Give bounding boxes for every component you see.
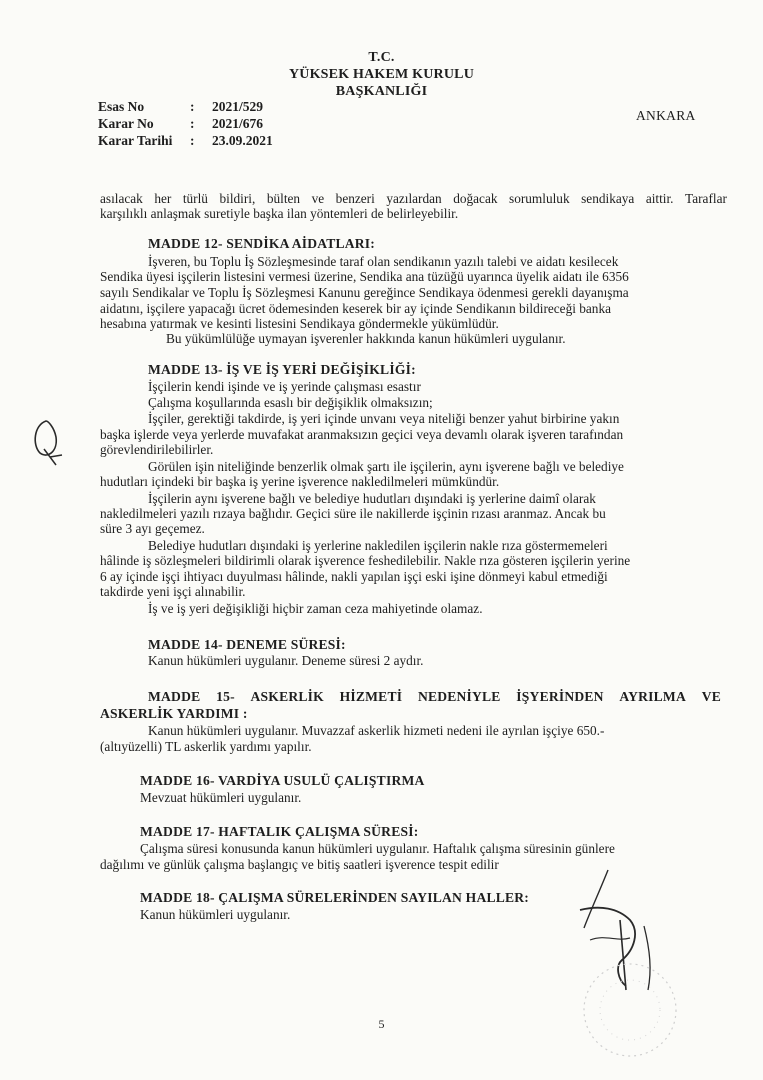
case-label: Esas No [98, 99, 145, 114]
handwritten-initial-mark-icon [26, 415, 70, 471]
madde-14-heading: MADDE 14- DENEME SÜRESİ: [148, 637, 346, 652]
case-row-date [98, 132, 273, 149]
word: sorumluluk [509, 191, 570, 206]
case-row-karar [98, 115, 273, 132]
case-colon: : [190, 116, 195, 131]
word: ASKERLİK [250, 689, 324, 704]
body-line: İşçiler, gerektiği takdirde, iş yeri içinde unvanı veya niteliği benzer yahut birbirine yakın [148, 411, 620, 426]
header-tc: T.C. [368, 50, 395, 65]
page-number: 5 [378, 1017, 385, 1031]
word: türlü [182, 191, 208, 206]
word: benzeri [335, 191, 375, 206]
case-label: Karar Tarihi [98, 133, 173, 148]
word: asılacak [100, 191, 143, 206]
madde-15-heading [148, 689, 721, 705]
city: ANKARA [636, 108, 696, 123]
case-value: 23.09.2021 [212, 133, 273, 148]
body-line: Kanun hükümleri uygulanır. Muvazzaf askerlik hizmeti nedeni ile ayrılan işçiye 650.- [148, 723, 605, 738]
madde-13-heading: MADDE 13- İŞ VE İŞ YERİ DEĞİŞİKLİĞİ: [148, 362, 416, 377]
body-line: karşılıklı anlaşmak suretiyle başka ilan yöntemleri de belirleyebilir. [100, 206, 459, 221]
body-line: İş ve iş yeri değişikliği hiçbir zaman ceza mahiyetinde olamaz. [148, 601, 483, 616]
word: İŞYERİNDEN [516, 689, 604, 704]
body-line: takdirde yeni işçi alınabilir. [100, 584, 246, 599]
madde-16-heading: MADDE 16- VARDİYA USULÜ ÇALIŞTIRMA [140, 773, 425, 788]
case-value: 2021/529 [212, 99, 264, 114]
body-line: nakledilmeleri yazılı rızaya bağlıdır. Geçici süre ile nakillerde işçinin rızası aranmaz. Ancak bu [100, 506, 606, 521]
body-line: Çalışma koşullarında esaslı bir değişiklik olmaksızın; [148, 395, 433, 410]
case-colon: : [190, 99, 195, 114]
faded-seal-stamp-icon [575, 955, 685, 1065]
body-line: 6 ay içinde işçi ihtiyacı duyulması hâlinde, nakli yapılan işçi eski işine dönmeyi kabul etmediği [100, 569, 608, 584]
body-line: sayılı Sendikalar ve Toplu İş Sözleşmesi Kanunu gereğince Sendikaya ödenmesi gerekli dayanışma [100, 285, 629, 300]
case-info [98, 98, 273, 149]
body-line: İşçilerin aynı işverene bağlı ve belediye hudutları dışındaki iş yerlerine daimî olarak [148, 491, 596, 506]
word: VE [701, 689, 721, 704]
word: AYRILMA [619, 689, 686, 704]
body-line: Görülen işin niteliğinde benzerlik olmak şartı ile işçilerin, aynı işverene bağlı ve belediye [148, 459, 624, 474]
word: MADDE [148, 689, 201, 704]
body-line: süre 3 ayı geçemez. [100, 521, 205, 536]
body-line: Belediye hudutları dışındaki iş yerlerine nakledilen işçilerin nakle rıza göstermemeleri [148, 538, 608, 553]
word: HİZMETİ [339, 689, 403, 704]
body-line: hesabına yatırmak ve kesinti listesini Sendikaya göndermekle yükümlüdür. [100, 316, 499, 331]
word: her [154, 191, 172, 206]
madde-15-heading-cont: ASKERLİK YARDIMI : [100, 706, 248, 721]
madde-12-heading: MADDE 12- SENDİKA AİDATLARI: [148, 236, 376, 251]
body-line: görevlendirilebilirler. [100, 442, 214, 457]
madde-17-heading: MADDE 17- HAFTALIK ÇALIŞMA SÜRESİ: [140, 824, 419, 839]
body-line: dağılımı ve günlük çalışma başlangıç ve bitiş saatleri işverence tespit edilir [100, 857, 499, 872]
case-value: 2021/676 [212, 116, 264, 131]
word: yazılardan [386, 191, 442, 206]
body-line: Kanun hükümleri uygulanır. [140, 907, 291, 922]
word: aittir. [645, 191, 674, 206]
body-line: aidatını, işçilere yapacağı ücret ödemesinden keserek bir ay içinde Sendikanın bildireceği banka [100, 301, 611, 316]
body-line: İşveren, bu Toplu İş Sözleşmesinde taraf olan sendikanın yazılı talebi ve aidatı kesilecek [148, 254, 619, 269]
body-line: İşçilerin kendi işinde ve iş yerinde çalışması esastır [148, 379, 421, 394]
word: doğacak [453, 191, 498, 206]
body-line: Bu yükümlülüğe uymayan işverenler hakkında kanun hükümleri uygulanır. [166, 331, 566, 346]
word: sendikaya [581, 191, 635, 206]
header-presidency: BAŞKANLIĞI [335, 84, 428, 99]
word: bildiri, [219, 191, 256, 206]
body-line: (altıyüzelli) TL askerlik yardımı yapılır. [100, 739, 312, 754]
case-label: Karar No [98, 116, 154, 131]
body-line [100, 191, 727, 206]
word: 15- [216, 689, 235, 704]
case-row-esas [98, 98, 273, 115]
word: ve [311, 191, 325, 206]
body-line: Mevzuat hükümleri uygulanır. [140, 790, 302, 805]
word: bülten [266, 191, 301, 206]
body-line: Sendika üyesi işçilerin listesini vermesi üzerine, Sendika ana tüzüğü uyarınca üyelik aidatı ile 6356 [100, 269, 629, 284]
word: Taraflar [685, 191, 727, 206]
madde-18-heading: MADDE 18- ÇALIŞMA SÜRELERİNDEN SAYILAN HALLER: [140, 890, 530, 905]
body-line: hâlinde iş sözleşmeleri bildirimli olarak işverence feshedilebilir. Nakle rıza gösteren işçilerin yerine [100, 553, 631, 568]
body-line: hudutları içindeki bir başka iş yerine işverence nakledilmeleri mümkündür. [100, 474, 500, 489]
body-line: Çalışma süresi konusunda kanun hükümleri uygulanır. Haftalık çalışma süresinin günlere [140, 841, 615, 856]
case-colon: : [190, 133, 195, 148]
word: NEDENİYLE [417, 689, 501, 704]
header-court: YÜKSEK HAKEM KURULU [288, 67, 475, 82]
body-line: Kanun hükümleri uygulanır. Deneme süresi 2 aydır. [148, 653, 424, 668]
body-line: başka işlerde veya yerlerde muvafakat aranmaksızın geçici veya devamlı olarak işveren tarafından [100, 427, 624, 442]
